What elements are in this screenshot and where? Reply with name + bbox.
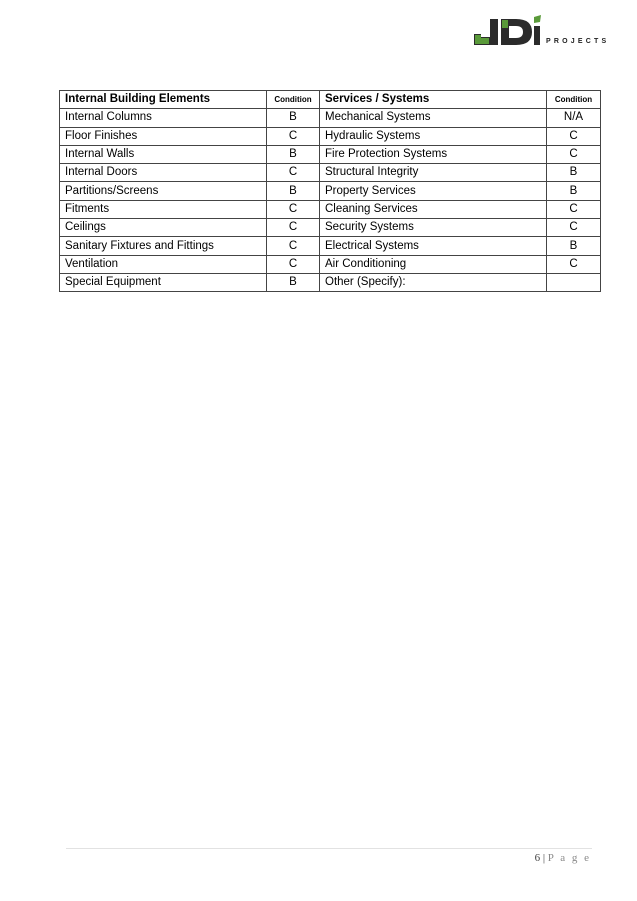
right-element: Hydraulic Systems (320, 127, 547, 145)
left-element: Floor Finishes (60, 127, 267, 145)
page-footer (535, 852, 591, 864)
right-condition: B (547, 164, 601, 182)
left-element: Sanitary Fixtures and Fittings (60, 237, 267, 255)
jdi-logo-mark-icon (472, 14, 542, 48)
left-condition: C (267, 200, 320, 218)
right-element: Security Systems (320, 219, 547, 237)
table-row (60, 182, 601, 200)
right-condition: C (547, 145, 601, 163)
right-header: Services / Systems (320, 91, 547, 109)
condition-table (59, 90, 601, 292)
right-condition-header: Condition (547, 91, 601, 109)
table-row (60, 109, 601, 127)
left-condition: C (267, 127, 320, 145)
left-element: Internal Columns (60, 109, 267, 127)
right-element: Fire Protection Systems (320, 145, 547, 163)
right-element: Cleaning Services (320, 200, 547, 218)
left-condition: C (267, 255, 320, 273)
right-condition: N/A (547, 109, 601, 127)
left-header: Internal Building Elements (60, 91, 267, 109)
page-number: 6 (534, 852, 541, 864)
page-separator: | (542, 852, 546, 864)
table-header-row (60, 91, 601, 109)
right-element: Property Services (320, 182, 547, 200)
right-condition: C (547, 255, 601, 273)
right-condition: C (547, 127, 601, 145)
left-condition-header: Condition (267, 91, 320, 109)
left-condition: C (267, 237, 320, 255)
left-condition: B (267, 145, 320, 163)
left-element: Partitions/Screens (60, 182, 267, 200)
left-element: Internal Doors (60, 164, 267, 182)
right-element: Air Conditioning (320, 255, 547, 273)
left-element: Ventilation (60, 255, 267, 273)
right-element: Structural Integrity (320, 164, 547, 182)
left-condition: B (267, 182, 320, 200)
left-element: Ceilings (60, 219, 267, 237)
table-row (60, 219, 601, 237)
left-element: Special Equipment (60, 273, 267, 291)
left-element: Fitments (60, 200, 267, 218)
table-row (60, 127, 601, 145)
table-row (60, 200, 601, 218)
right-condition: C (547, 200, 601, 218)
company-logo (472, 14, 612, 50)
right-condition: B (547, 182, 601, 200)
footer-divider (66, 848, 592, 849)
right-element: Mechanical Systems (320, 109, 547, 127)
left-condition: C (267, 164, 320, 182)
right-condition (547, 273, 601, 291)
left-element: Internal Walls (60, 145, 267, 163)
logo-wordmark: PROJECTS (546, 38, 610, 45)
table-row (60, 145, 601, 163)
right-element: Electrical Systems (320, 237, 547, 255)
right-condition: B (547, 237, 601, 255)
left-condition: C (267, 219, 320, 237)
table-row (60, 164, 601, 182)
page-label: P a g e (547, 852, 591, 864)
right-element: Other (Specify): (320, 273, 547, 291)
table-row (60, 255, 601, 273)
right-condition: C (547, 219, 601, 237)
left-condition: B (267, 273, 320, 291)
left-condition: B (267, 109, 320, 127)
table-row (60, 273, 601, 291)
table-row (60, 237, 601, 255)
